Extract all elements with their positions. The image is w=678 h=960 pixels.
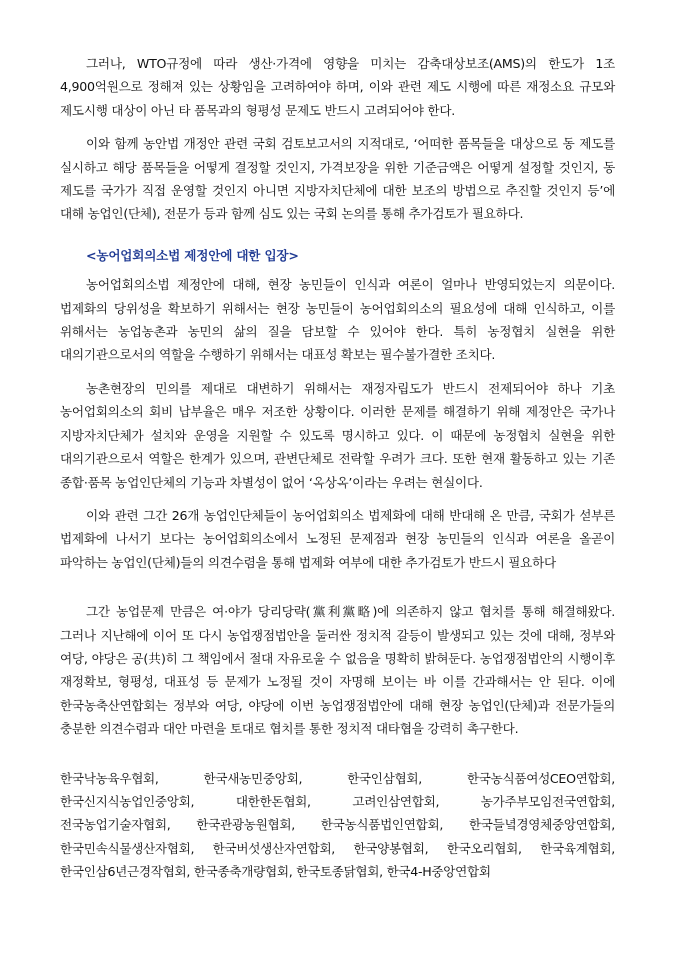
paragraph-review-report: 이와 함께 농안법 개정안 관련 국회 검토보고서의 지적대로, ‘어떠한 품목들을 대상으로 동 제도를 실시하고 해당 품목들을 어떻게 결정할 것인지, 가격보장을 위한 기준금액은 어떻게 설정할 것인지, 동 제도를 국가가 직접 운영할 것인지 아니면 지방자치단체에 대한 보조의 방법으로 추진할 것인지 등’에 대해 농업인(단체), 전문가 등과 함께 심도 있는 국회 논의를 통해 추가검토가 필요하다.	[60, 136, 615, 222]
paragraph-wto-ams: 그러나, WTO규정에 따라 생산·가격에 영향을 미치는 감축대상보조(AMS)의 한도가 1조 4,900억원으로 정해져 있는 상황임을 고려하여야 하며, 이와 관련 제도 시행에 따른 재정소요 규모와 제도시행 대상이 아닌 타 품목과의 형평성 문제도 반드시 고려되어야 한다.	[60, 56, 615, 118]
document-page	[60, 52, 615, 884]
section-heading-chamber-act: <농어업회의소법 제정안에 대한 입장>	[86, 247, 299, 263]
signatory-organizations: 한국낙농육우협회, 한국새농민중앙회, 한국인삼협회, 한국농식품여성CEO연합회, 한국신지식농업인중앙회, 대한한돈협회, 고려인삼연합회, 농가주부모임전국연합회, 전국농업기술자협회, 한국관광농원협회, 한국농식품법인연합회, 한국들녘경영체중앙연합회, 한국민속식물생산자협회, 한국버섯생산자연합회, 한국양봉협회, 한국오리협회, 한국육계협회, 한국인삼6년근경작협회, 한국종축개량협회, 한국토종닭협회, 한국4-H중앙연합회	[60, 770, 615, 880]
paragraph-financial-independence: 농촌현장의 민의를 제대로 대변하기 위해서는 재정자립도가 반드시 전제되어야 하나 기초 농어업회의소의 회비 납부율은 매우 저조한 상황이다. 이러한 문제를 해결하기 위해 제정안은 국가나 지방자치단체가 설치와 운영을 지원할 수 있도록 명시하고 있다. 이 때문에 농정협치 실현을 위한 대의기관으로서 역할은 한계가 있으며, 관변단체로 전락할 우려가 크다. 또한 현재 활동하고 있는 기존 종합·품목 농업인단체의 기능과 차별성이 없어 ‘옥상옥’이라는 우려는 현실이다.	[60, 380, 615, 490]
paragraph-cooperation-appeal: 그간 농업문제 만큼은 여·야가 당리당략(黨利黨略)에 의존하지 않고 협치를 통해 해결해왔다. 그러나 지난해에 이어 또 다시 농업쟁점법안을 둘러싼 정치적 갈등이 발생되고 있는 것에 대해, 정부와 여당, 야당은 공(共)히 그 책임에서 절대 자유로울 수 없음을 명확히 밝혀둔다. 농업쟁점법안의 시행이후 재정확보, 형평성, 대표성 등 문제가 노정될 것이 자명해 보이는 바 이를 간과해서는 안 된다. 이에 한국농축산연합회는 정부와 여당, 야당에 이번 농업쟁점법안에 대해 현장 농업인(단체)과 전문가들의 충분한 의견수렴과 대안 마련을 토대로 협치를 통한 정치적 대타협을 강력히 촉구한다.	[60, 604, 615, 737]
paragraph-representation: 농어업회의소법 제정안에 대해, 현장 농민들이 인식과 여론이 얼마나 반영되었는지 의문이다. 법제화의 당위성을 확보하기 위해서는 현장 농민들이 농어업회의소의 필요성에 대해 인식하고, 이를 위해서는 농업농촌과 농민의 삶의 질을 담보할 수 있어야 한다. 특히 농정협치 실현을 위한 대의기관으로서의 역할을 수행하기 위해서는 대표성 확보는 필수불가결한 조치다.	[60, 277, 615, 363]
paragraph-further-review: 이와 관련 그간 26개 농업인단체들이 농어업회의소 법제화에 대해 반대해 온 만큼, 국회가 섣부른 법제화에 나서기 보다는 농어업회의소에서 노정된 문제점과 현장 농민들의 인식과 여론을 올곧이 파악하는 농업인(단체)들의 의견수렴을 통해 법제화 여부에 대한 추가검토가 반드시 필요하다	[60, 507, 615, 570]
